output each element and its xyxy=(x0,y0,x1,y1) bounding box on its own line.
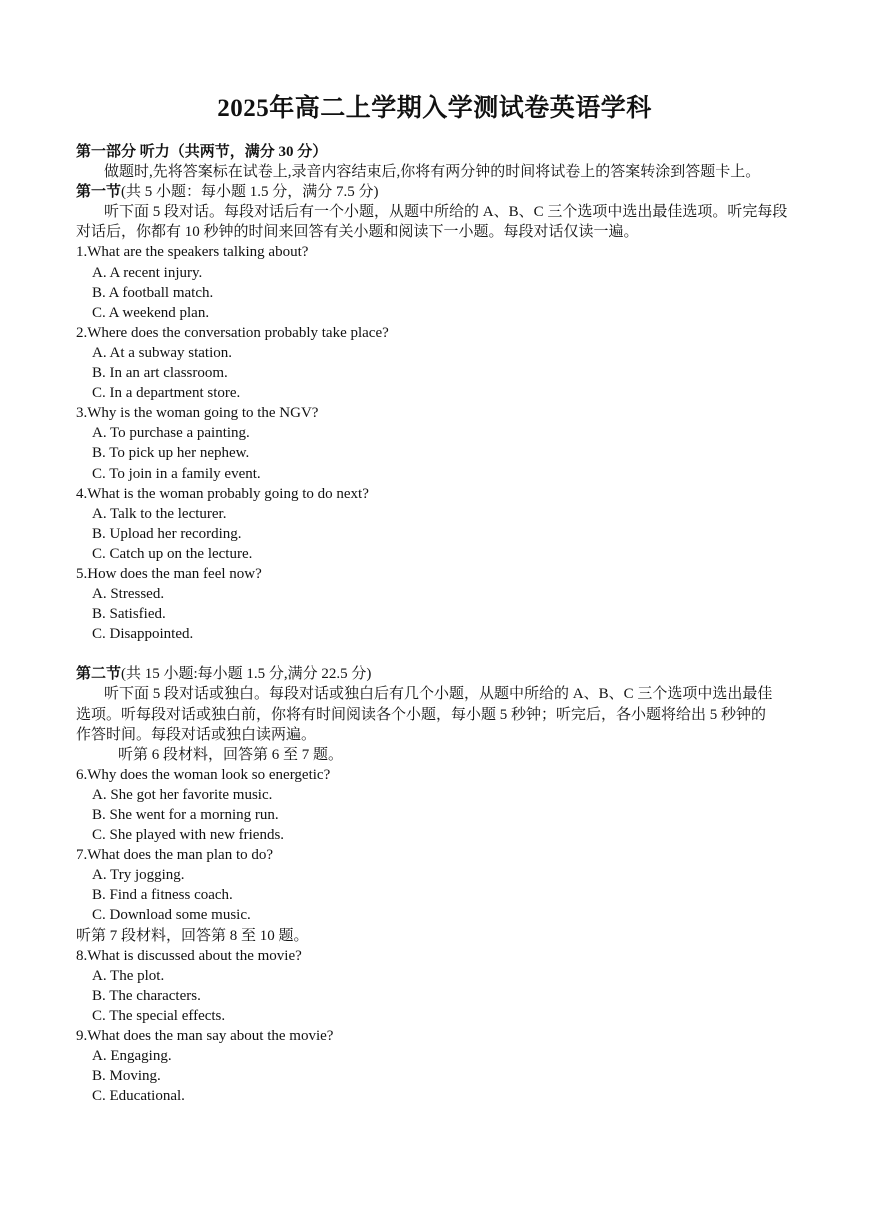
section1-heading-label: 第一节 xyxy=(76,184,122,201)
question-3-option-c: C. To join in a family event. xyxy=(92,465,261,482)
question-3-stem: 3.Why is the woman going to the NGV? xyxy=(76,405,319,422)
section-spacer xyxy=(76,644,796,664)
section1-instruction-line2: 对话后，你都有 10 秒钟的时间来回答有关小题和阅读下一小题。每段对话仅读一遍。 xyxy=(76,224,639,241)
question-3-option-a: A. To purchase a painting. xyxy=(92,425,250,442)
question-8-stem: 8.What is discussed about the movie? xyxy=(76,947,302,964)
exam-content xyxy=(76,142,796,1106)
question-4-option-c: C. Catch up on the lecture. xyxy=(92,545,253,562)
section1-heading-detail: (共 5 小题：每小题 1.5 分，满分 7.5 分) xyxy=(121,184,379,201)
section1-instruction-line1: 听下面 5 段对话。每段对话后有一个小题，从题中所给的 A、B、C 三个选项中选出最佳选项。听完每段 xyxy=(104,204,788,221)
question-5-stem: 5.How does the man feel now? xyxy=(76,565,262,582)
question-9-stem: 9.What does the man say about the movie? xyxy=(76,1028,334,1045)
question-1-stem: 1.What are the speakers talking about? xyxy=(76,244,309,261)
question-6-stem: 6.Why does the woman look so energetic? xyxy=(76,766,331,783)
question-7-stem: 7.What does the man plan to do? xyxy=(76,847,274,864)
question-8-option-a: A. The plot. xyxy=(92,967,165,984)
question-4-option-b: B. Upload her recording. xyxy=(92,525,242,542)
material-6-note: 听第 6 段材料，回答第 6 至 7 题。 xyxy=(118,746,344,763)
section2-instruction-line1: 听下面 5 段对话或独白。每段对话或独白后有几个小题，从题中所给的 A、B、C 三个选项中选出最佳 xyxy=(104,686,773,703)
question-2-stem: 2.Where does the conversation probably take place? xyxy=(76,324,389,341)
section2-heading xyxy=(76,664,796,684)
question-5-option-a: A. Stressed. xyxy=(92,586,165,603)
question-7-option-c: C. Download some music. xyxy=(92,907,251,924)
exam-title: 2025年高二上学期入学测试卷英语学科 xyxy=(217,95,652,122)
question-4-option-a: A. Talk to the lecturer. xyxy=(92,505,227,522)
section2-heading-detail: (共 15 小题:每小题 1.5 分,满分 22.5 分) xyxy=(121,666,372,683)
question-5-option-c: C. Disappointed. xyxy=(92,626,194,643)
material-7-note: 听第 7 段材料，回答第 8 至 10 题。 xyxy=(76,927,309,944)
question-2-option-a: A. At a subway station. xyxy=(92,344,232,361)
question-6-option-c: C. She played with new friends. xyxy=(92,827,285,844)
question-8-option-c: C. The special effects. xyxy=(92,1007,226,1024)
question-6-option-a: A. She got her favorite music. xyxy=(92,786,273,803)
part1-instruction: 做题时,先将答案标在试卷上,录音内容结束后,你将有两分钟的时间将试卷上的答案转涂到答题卡上。 xyxy=(104,164,761,181)
question-8-option-b: B. The characters. xyxy=(92,987,201,1004)
part1-heading: 第一部分 听力（共两节，满分 30 分） xyxy=(76,144,328,160)
question-7-option-b: B. Find a fitness coach. xyxy=(92,887,233,904)
question-5-option-b: B. Satisfied. xyxy=(92,606,166,623)
section1-heading xyxy=(76,182,796,202)
question-1-option-a: A. A recent injury. xyxy=(92,264,203,281)
question-9-option-c: C. Educational. xyxy=(92,1088,185,1105)
question-1-option-c: C. A weekend plan. xyxy=(92,304,210,321)
question-1-option-b: B. A football match. xyxy=(92,284,214,301)
section2-heading-label: 第二节 xyxy=(76,666,122,683)
section2-instruction-line2: 选项。听每段对话或独白前，你将有时间阅读各个小题，每小题 5 秒钟；听完后，各小题将给出 5 秒钟的 xyxy=(76,706,767,723)
question-9-option-b: B. Moving. xyxy=(92,1068,161,1085)
question-4-stem: 4.What is the woman probably going to do next? xyxy=(76,485,369,502)
question-7-option-a: A. Try jogging. xyxy=(92,867,185,884)
question-2-option-b: B. In an art classroom. xyxy=(92,365,228,382)
section2-instruction-line3: 作答时间。每段对话或独白读两遍。 xyxy=(76,726,317,743)
question-6-option-b: B. She went for a morning run. xyxy=(92,807,279,823)
question-9-option-a: A. Engaging. xyxy=(92,1048,172,1065)
question-2-option-c: C. In a department store. xyxy=(92,385,241,402)
question-3-option-b: B. To pick up her nephew. xyxy=(92,445,250,462)
